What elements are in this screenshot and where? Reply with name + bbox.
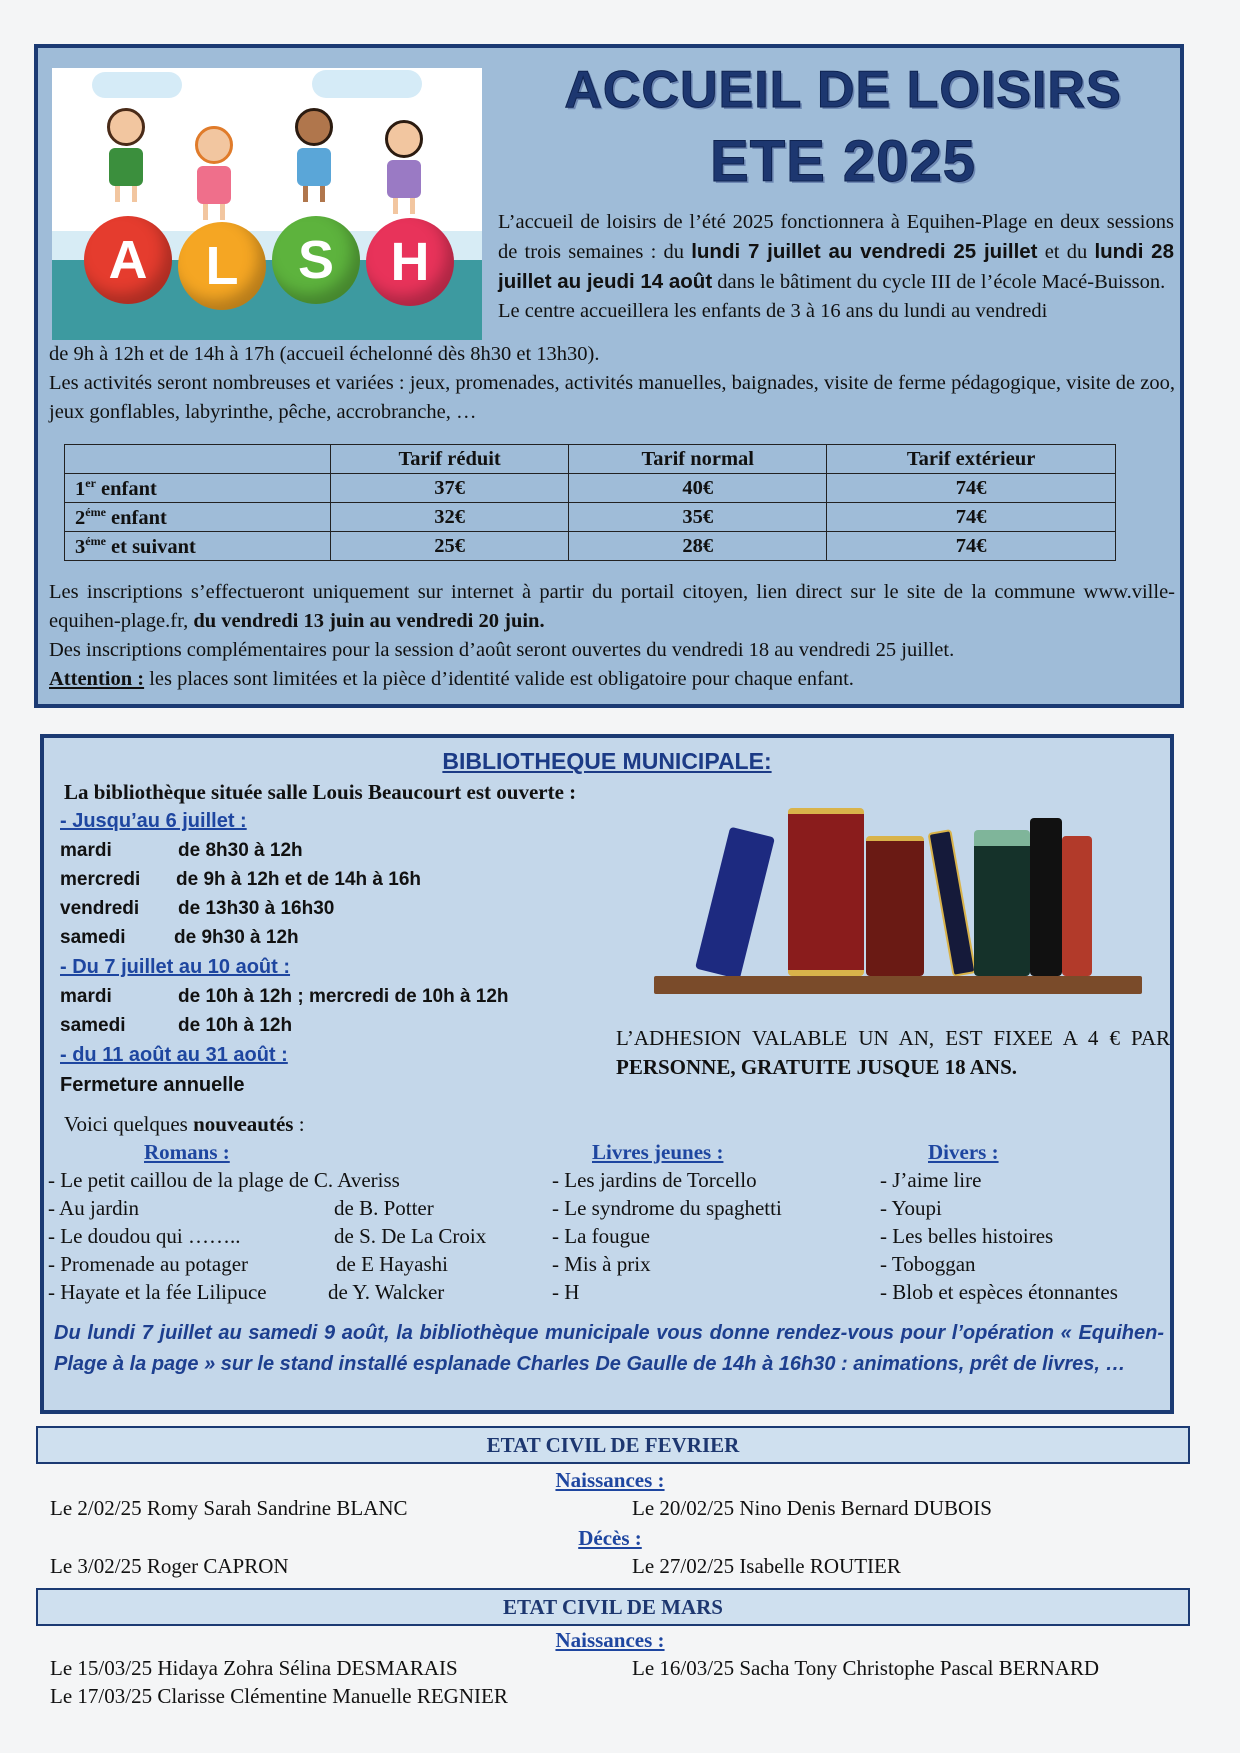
table-row: 1er enfant 37€ 40€ 74€ <box>65 474 1116 503</box>
nouveautes-intro: Voici quelques nouveautés : <box>64 1112 305 1136</box>
alsh-title: ACCUEIL DE LOISIRS ETE 2025 <box>564 61 1122 194</box>
alsh-inscriptions: Les inscriptions s’effectueront uniquement sur internet à partir du portail citoyen, lien direct sur le site de la commune www.ville-equihen-plage.fr, du vendredi 13 juin au vendredi 20 juin. Des inscriptions complémentaires pour la session d’août seront ouvertes du vendredi 18 au vendredi 25 juillet. Attention : les places sont limitées et la pièce d’identité valide est obligatoire pour chaque enfant. <box>49 581 1175 690</box>
list-item: - Les belles histoires <box>880 1224 1054 1248</box>
schedule-row: samedi de 10h à 12h <box>60 1015 293 1036</box>
biblio-event-notice: Du lundi 7 juillet au samedi 9 août, la bibliothèque municipale vous donne rendez-vous pour l’opération « Equihen-Plage à la page » sur le stand installé esplanade Charles De Gaulle de 14h à 16h30 : animations, prêt de livres, … <box>54 1322 1164 1375</box>
list-item-author: de S. De La Croix <box>334 1224 487 1248</box>
alsh-illustration <box>52 68 482 340</box>
list-item: - Blob et espèces étonnantes <box>880 1280 1118 1304</box>
naissance-entry: Le 17/03/25 Clarisse Clémentine Manuelle REGNIER <box>50 1684 508 1708</box>
list-item: - Le syndrome du spaghetti <box>552 1196 782 1220</box>
alsh-activities: Les activités seront nombreuses et variées : jeux, promenades, activités manuelles, baignades, visite de ferme pédagogique, visite de zoo, jeux gonflables, labyrinthe, pêche, accrobranche, … <box>49 372 1175 423</box>
etat-civil-fevrier-title: ETAT CIVIL DE FEVRIER <box>36 1426 1190 1464</box>
tarifs-table <box>64 444 1116 561</box>
list-item: - Le petit caillou de la plage de C. Averiss <box>48 1168 400 1192</box>
schedule-row: mardi de 10h à 12h ; mercredi de 10h à 12h <box>60 986 509 1007</box>
letter-ball-a: A <box>84 216 172 304</box>
period-heading: - Jusqu’au 6 juillet : <box>60 810 247 832</box>
list-item: - Hayate et la fée Lilipuce <box>48 1280 267 1304</box>
letter-ball-l: L <box>178 222 266 310</box>
fermeture-label: Fermeture annuelle <box>60 1074 245 1096</box>
deces-entry: Le 27/02/25 Isabelle ROUTIER <box>632 1554 901 1578</box>
child-figure <box>382 120 426 214</box>
child-figure <box>104 108 148 202</box>
child-figure <box>292 108 336 202</box>
list-item: - J’aime lire <box>880 1168 982 1192</box>
table-row: $2^{éme}$ enfant 32€ 35€ 74€ <box>65 503 1116 532</box>
list-item: - La fougue <box>552 1224 650 1248</box>
list-item-author: de B. Potter <box>334 1196 434 1220</box>
schedule-row: samedi de 9h30 à 12h <box>60 927 299 948</box>
biblio-title: BIBLIOTHEQUE MUNICIPALE: <box>442 748 772 774</box>
period-heading: - Du 7 juillet au 10 août : <box>60 956 291 978</box>
shelf <box>654 976 1142 994</box>
list-item: - Le doudou qui …….. <box>48 1224 241 1248</box>
list-item: - Youpi <box>880 1196 942 1220</box>
list-item: - Les jardins de Torcello <box>552 1168 757 1192</box>
naissances-heading: Naissances : <box>555 1468 665 1492</box>
etat-civil-mars-title: ETAT CIVIL DE MARS <box>36 1588 1190 1626</box>
child-figure <box>192 126 236 220</box>
jeunes-heading: Livres jeunes : <box>592 1140 724 1164</box>
biblio-intro: La bibliothèque située salle Louis Beaucourt est ouverte : <box>64 780 577 804</box>
schedule-row: mercredi de 9h à 12h et de 14h à 16h <box>60 869 421 890</box>
letter-ball-s: S <box>272 216 360 304</box>
deces-heading: Décès : <box>578 1526 642 1550</box>
table-row: $3^{éme}$ et suivant 25€ 28€ 74€ <box>65 532 1116 561</box>
period-heading: - du 11 août au 31 août : <box>60 1044 288 1066</box>
naissance-entry: Le 16/03/25 Sacha Tony Christophe Pascal BERNARD <box>632 1656 1100 1680</box>
deces-entry: Le 3/02/25 Roger CAPRON <box>50 1554 289 1578</box>
adhesion-text: L’ADHESION VALABLE UN AN, EST FIXEE A 4 € PAR PERSONNE, GRATUITE JUSQUE 18 ANS. <box>616 1026 1170 1079</box>
list-item-author: de Y. Walcker <box>328 1280 445 1304</box>
alsh-intro: L’accueil de loisirs de l’été 2025 fonctionnera à Equihen-Plage en deux sessions de trois semaines : du lundi 7 juillet au vendredi 25 juillet et du lundi 28 juillet au jeudi 14 août dans le bâtiment du cycle III de l’école Macé-Buisson. Le centre accueillera les enfants de 3 à 16 ans du lundi au vendredi <box>498 211 1174 322</box>
alsh-section <box>34 44 1184 708</box>
letter-ball-h: H <box>366 218 454 306</box>
naissances-heading: Naissances : <box>555 1628 665 1652</box>
schedule-row: mardi de 8h30 à 12h <box>60 840 303 861</box>
list-item: - H <box>552 1280 580 1304</box>
naissance-entry: Le 15/03/25 Hidaya Zohra Sélina DESMARAIS <box>50 1656 458 1680</box>
naissance-entry: Le 20/02/25 Nino Denis Bernard DUBOIS <box>632 1496 992 1520</box>
list-item-author: de E Hayashi <box>336 1252 448 1276</box>
list-item: - Au jardin <box>48 1196 139 1220</box>
schedule-row: vendredi de 13h30 à 16h30 <box>60 898 335 919</box>
naissance-entry: Le 2/02/25 Romy Sarah Sandrine BLANC <box>50 1496 408 1520</box>
romans-heading: Romans : <box>144 1140 230 1164</box>
bibliotheque-section <box>40 734 1174 1414</box>
divers-heading: Divers : <box>928 1140 999 1164</box>
alsh-hours: de 9h à 12h et de 14h à 17h (accueil échelonné dès 8h30 et 13h30). <box>49 343 600 365</box>
list-item: - Mis à prix <box>552 1252 651 1276</box>
table-header-row: Tarif réduit Tarif normal Tarif extérieur <box>65 445 1116 474</box>
list-item: - Promenade au potager <box>48 1252 249 1276</box>
list-item: - Toboggan <box>880 1252 976 1276</box>
